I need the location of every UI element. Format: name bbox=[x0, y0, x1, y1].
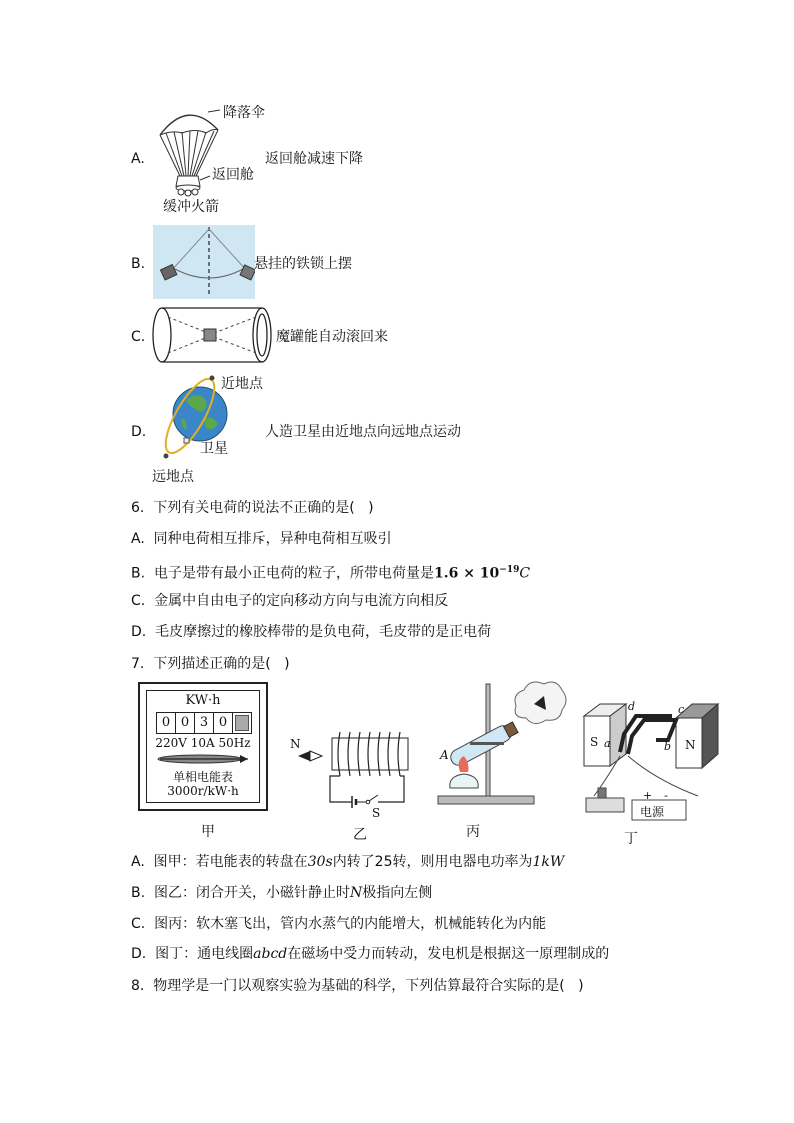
figure-caption-bing: 丙 bbox=[466, 824, 480, 840]
question-6-stem: 6. 下列有关电荷的说法不正确的是( ) bbox=[131, 500, 374, 516]
meter-spec: 220V 10A 50Hz bbox=[155, 736, 251, 750]
option-a-text: A. 图甲：若电能表的转盘在 bbox=[131, 854, 308, 870]
terminal-plus-label: + bbox=[643, 789, 653, 802]
rolling-can-figure bbox=[150, 305, 276, 365]
tube-point-a-label: A bbox=[440, 748, 449, 762]
option-c-text: 魔罐能自动滚回来 bbox=[276, 329, 388, 345]
power-supply-label: 电源 bbox=[640, 805, 665, 819]
figure-caption-ding: 丁 bbox=[624, 831, 638, 847]
option-b-post: 极指向左侧 bbox=[362, 885, 433, 901]
swinging-lock-figure bbox=[153, 225, 255, 299]
question-7-option-c: C. 图丙：软木塞飞出，管内水蒸气的内能增大，机械能转化为内能 bbox=[131, 916, 547, 932]
meter-digit: 0 bbox=[214, 712, 233, 734]
meter-name: 单相电能表 bbox=[172, 770, 233, 784]
power-value: 1kW bbox=[532, 854, 565, 870]
option-a-mid: 内转了25转，则用电器电功率为 bbox=[332, 854, 533, 870]
compass-n-label: N bbox=[290, 737, 301, 751]
figure-caption-yi: 乙 bbox=[353, 827, 367, 843]
coil-d-label: d bbox=[628, 700, 636, 713]
meter-digit-box bbox=[233, 712, 252, 734]
question-6-option-b bbox=[131, 561, 530, 583]
charge-exponent: −19 bbox=[499, 565, 520, 575]
question-7-option-d bbox=[131, 945, 609, 963]
question-6-option-d: D. 毛皮摩擦过的橡胶棒带的是负电荷，毛皮带的是正电荷 bbox=[131, 624, 492, 640]
satellite-label: 卫星 bbox=[200, 441, 228, 457]
option-b-text: B. 图乙：闭合开关，小磁针静止时 bbox=[131, 885, 350, 901]
option-letter-c: C. bbox=[131, 329, 146, 345]
test-tube-figure bbox=[430, 676, 570, 810]
coil-c-label: c bbox=[678, 703, 685, 716]
figure-caption-jia: 甲 bbox=[201, 824, 215, 840]
option-b-text: B. 电子是带有最小正电荷的粒子，所带电荷量是 bbox=[131, 565, 434, 582]
apogee-label: 远地点 bbox=[152, 469, 194, 485]
meter-disc bbox=[156, 752, 252, 766]
capsule-label: 返回舱 bbox=[212, 167, 254, 183]
option-letter-b: B. bbox=[131, 256, 146, 272]
meter-revolutions: 3000r/kW·h bbox=[167, 784, 239, 798]
magnet-n-label: N bbox=[685, 738, 696, 752]
option-b-text: 悬挂的铁锁上摆 bbox=[254, 256, 352, 272]
meter-digit: 0 bbox=[156, 712, 176, 734]
meter-digit: 3 bbox=[195, 712, 214, 734]
option-d-text: D. 图丁：通电线圈 bbox=[131, 946, 254, 962]
time-value: 30s bbox=[307, 854, 333, 870]
magnet-s-label: S bbox=[590, 735, 599, 749]
meter-digit: 0 bbox=[176, 712, 195, 734]
switch-s-label: S bbox=[372, 806, 381, 820]
question-8-stem: 8. 物理学是一门以观察实验为基础的科学，下列估算最符合实际的是( ) bbox=[131, 978, 584, 994]
perigee-label: 近地点 bbox=[221, 376, 263, 392]
option-a-text: 返回舱减速下降 bbox=[265, 151, 363, 167]
charge-value: 1.6 × 10 bbox=[433, 565, 500, 582]
charge-unit: C bbox=[519, 565, 531, 582]
question-6-option-a: A. 同种电荷相互排斥，异种电荷相互吸引 bbox=[131, 531, 392, 547]
pole-symbol: N bbox=[349, 885, 363, 901]
coil-symbol: abcd bbox=[253, 946, 288, 962]
meter-unit: KW·h bbox=[185, 693, 221, 708]
option-d-text: 人造卫星由近地点向远地点运动 bbox=[265, 424, 461, 440]
electric-meter-figure bbox=[138, 682, 268, 811]
solenoid-figure bbox=[296, 722, 418, 814]
option-d-post: 在磁场中受力而转动，发电机是根据这一原理制成的 bbox=[287, 946, 610, 962]
coil-a-label: a bbox=[604, 737, 611, 750]
option-letter-d: D. bbox=[131, 424, 147, 440]
meter-digits bbox=[156, 712, 252, 734]
parachute-label: 降落伞 bbox=[223, 105, 265, 121]
terminal-minus-label: - bbox=[664, 789, 668, 802]
rocket-label: 缓冲火箭 bbox=[163, 199, 219, 215]
question-6-option-c: C. 金属中自由电子的定向移动方向与电流方向相反 bbox=[131, 593, 449, 609]
coil-b-label: b bbox=[664, 740, 672, 753]
option-letter-a: A. bbox=[131, 151, 145, 167]
question-7-option-a bbox=[131, 853, 564, 871]
question-7-option-b bbox=[131, 884, 432, 902]
question-7-stem: 7. 下列描述正确的是( ) bbox=[131, 656, 290, 672]
